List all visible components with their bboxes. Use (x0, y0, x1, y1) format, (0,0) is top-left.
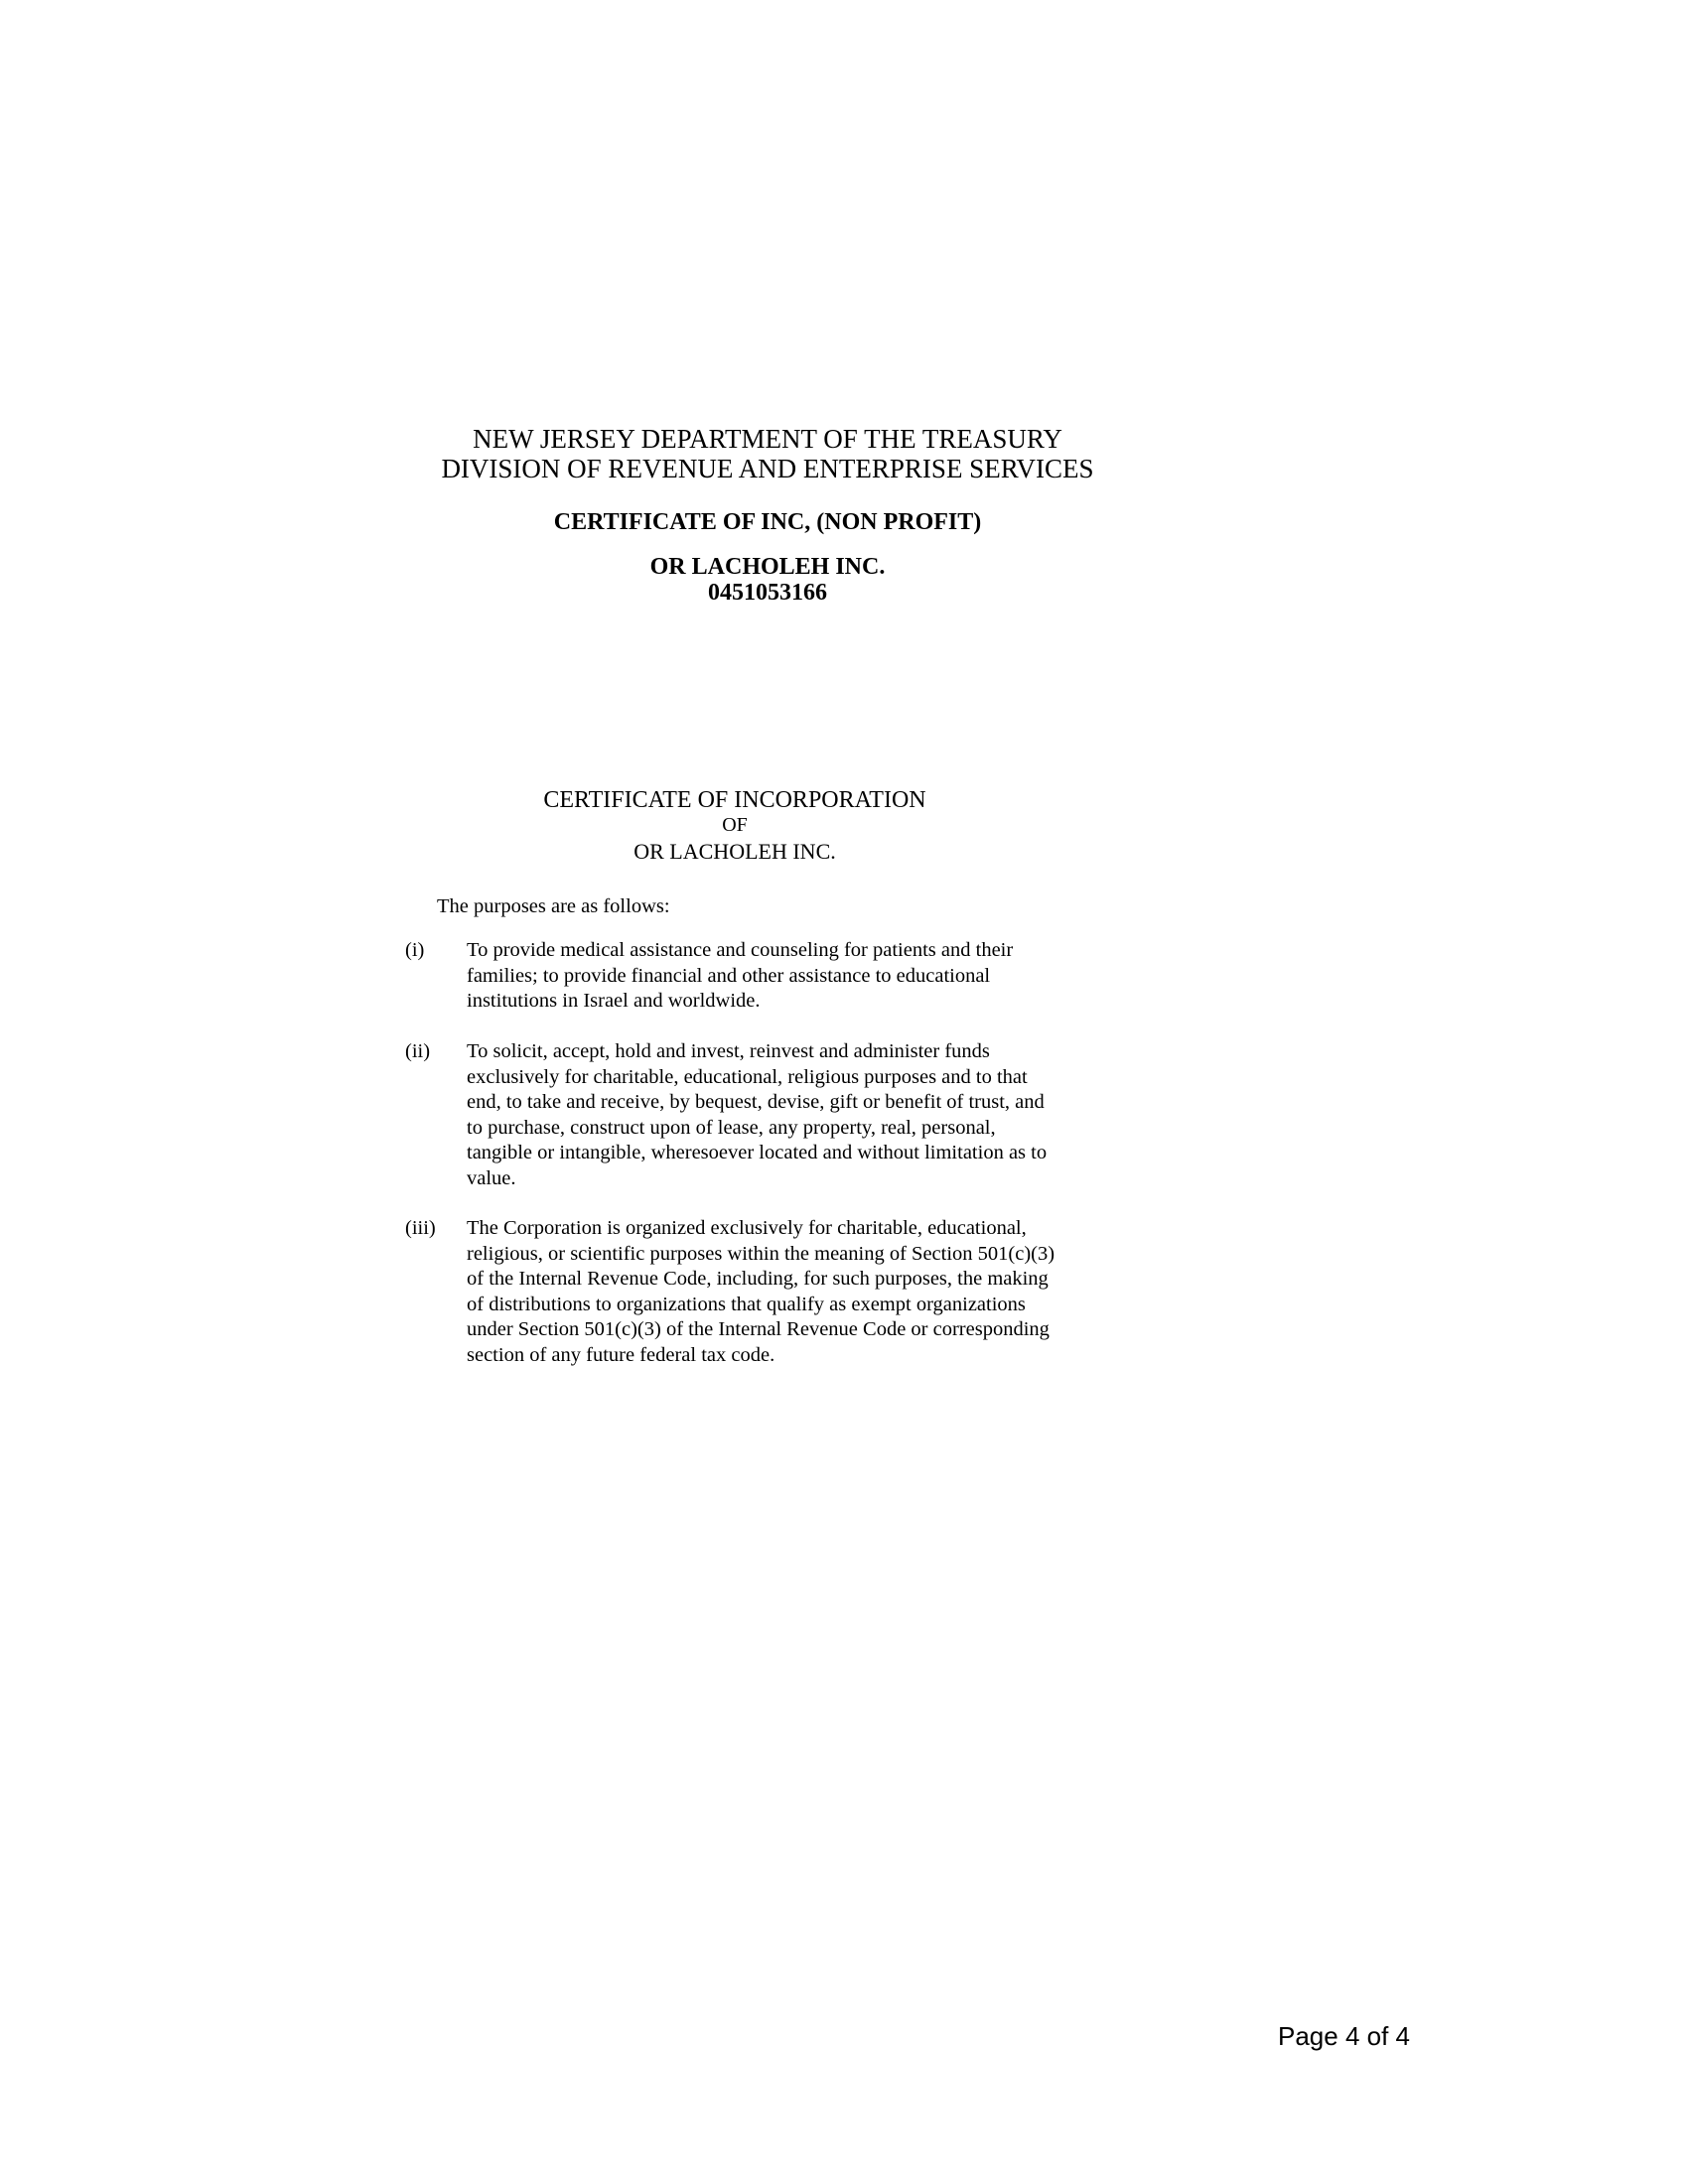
purpose-line: under Section 501(c)(3) of the Internal Revenue Code or corresponding (467, 1318, 1050, 1341)
page-number: Page 4 of 4 (1278, 2021, 1410, 2051)
division-name: DIVISION OF REVENUE AND ENTERPRISE SERVICES (441, 454, 1094, 483)
purpose-line: exclusively for charitable, educational, religious purposes and to that (467, 1065, 1028, 1088)
purpose-line: of distributions to organizations that qualify as exempt organizations (467, 1293, 1026, 1315)
purpose-item (405, 1216, 1120, 1369)
entity-block (420, 554, 1115, 606)
purposes-intro: The purposes are as follows: (437, 895, 670, 917)
purpose-line: families; to provide financial and other assistance to educational (467, 964, 991, 987)
certificate-entity-name: OR LACHOLEH INC. (633, 839, 836, 864)
entity-id: 0451053166 (708, 580, 827, 606)
department-name: NEW JERSEY DEPARTMENT OF THE TREASURY (473, 424, 1062, 454)
purpose-line: value. (467, 1166, 516, 1189)
certificate-type: CERTIFICATE OF INC, (NON PROFIT) (553, 509, 982, 535)
purpose-line: to purchase, construct upon of lease, any property, real, personal, (467, 1116, 996, 1139)
purpose-marker: (ii) (405, 1040, 431, 1062)
purpose-marker: (iii) (405, 1217, 436, 1239)
purpose-line: The Corporation is organized exclusively for charitable, educational, (467, 1217, 1027, 1239)
purpose-line: To solicit, accept, hold and invest, reinvest and administer funds (467, 1040, 990, 1062)
purpose-line: of the Internal Revenue Code, including, for such purposes, the making (467, 1268, 1049, 1291)
purpose-text (467, 938, 1122, 1015)
purpose-text (467, 1039, 1122, 1192)
purpose-text (467, 1216, 1122, 1369)
purpose-item (405, 938, 1120, 1015)
certificate-of: OF (722, 814, 748, 836)
certificate-title: CERTIFICATE OF INCORPORATION (543, 787, 926, 813)
purpose-marker: (i) (405, 939, 425, 961)
department-header (420, 424, 1115, 483)
purpose-item (405, 1039, 1120, 1192)
purpose-line: tangible or intangible, wheresoever located and without limitation as to (467, 1142, 1048, 1164)
purpose-line: end, to take and receive, by bequest, devise, gift or benefit of trust, and (467, 1091, 1045, 1114)
purpose-line: institutions in Israel and worldwide. (467, 990, 761, 1013)
purpose-line: To provide medical assistance and counseling for patients and their (467, 939, 1014, 961)
entity-name: OR LACHOLEH INC. (649, 554, 886, 580)
purpose-line: section of any future federal tax code. (467, 1343, 775, 1366)
purpose-line: religious, or scientific purposes within the meaning of Section 501(c)(3) (467, 1242, 1055, 1265)
